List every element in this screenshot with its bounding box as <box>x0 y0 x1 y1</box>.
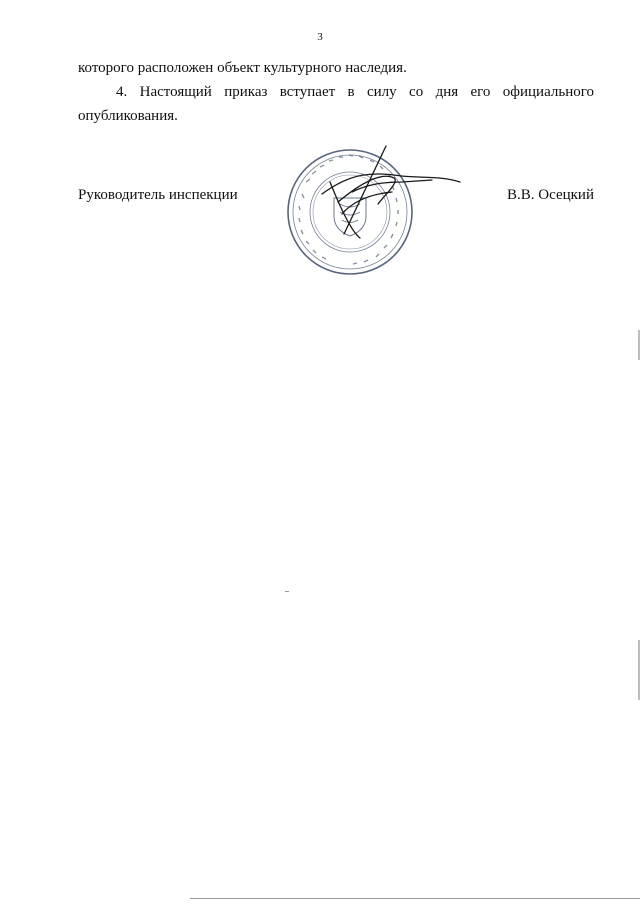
word: приказ <box>224 84 268 100</box>
signatory-title: Руководитель инспекции <box>78 187 238 203</box>
paragraph-continuation: которого расположен объект культурного наследия. <box>78 60 407 76</box>
word: в <box>347 84 355 100</box>
word: вступает <box>279 84 336 100</box>
word: его <box>470 84 491 100</box>
word: дня <box>435 84 459 100</box>
page-number: 3 <box>317 31 323 43</box>
scan-bottom-edge <box>190 898 640 899</box>
item-number: 4. <box>116 84 128 100</box>
word: со <box>409 84 424 100</box>
word: Настоящий <box>139 84 212 100</box>
official-seal-stamp <box>282 142 464 282</box>
paragraph-item-4-end: опубликования. <box>78 108 178 124</box>
word: силу <box>367 84 397 100</box>
signature-scribble <box>322 146 460 238</box>
seal-circle <box>288 150 412 274</box>
word: официального <box>502 84 595 100</box>
seal-ring-text-marks <box>299 155 398 264</box>
signatory-name: В.В. Осецкий <box>507 187 594 203</box>
scan-artifact <box>285 591 289 592</box>
paragraph-item-4-line <box>78 82 594 102</box>
